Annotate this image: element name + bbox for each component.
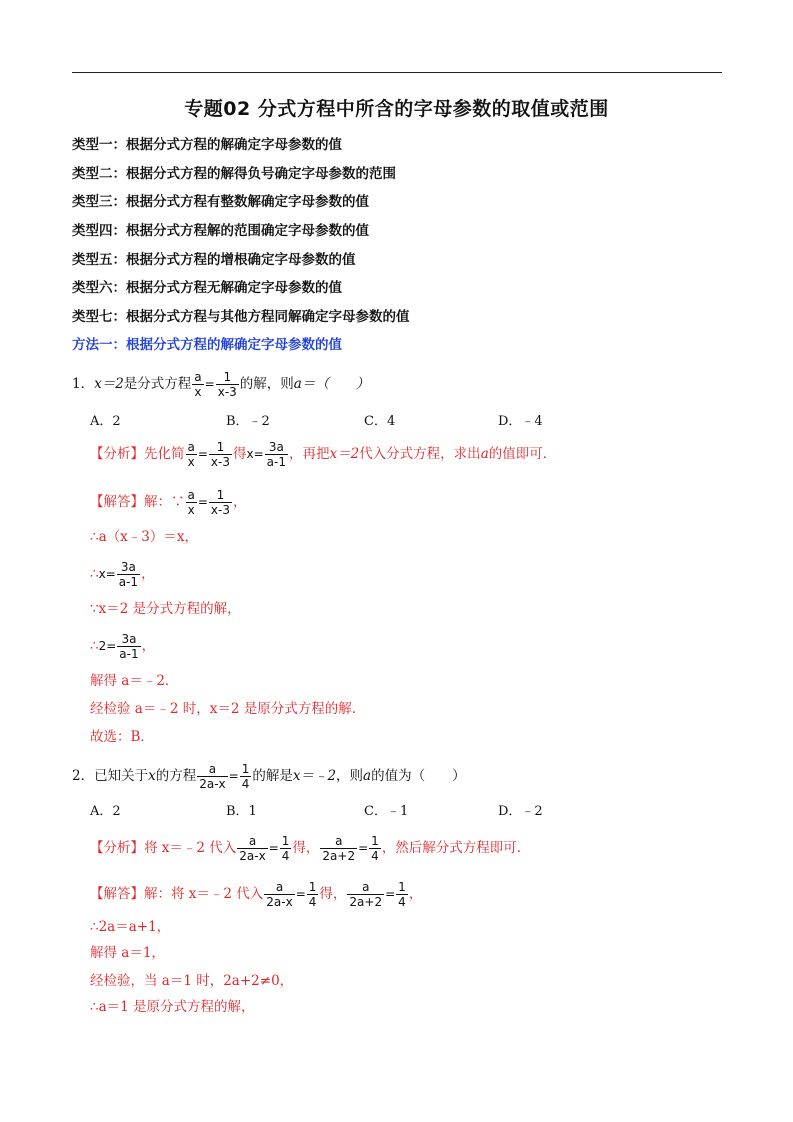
q1-step-5: 解得 a＝﹣2． <box>90 673 179 689</box>
q1-text: 是分式方程 <box>123 376 192 392</box>
numerator: 1 <box>241 762 250 776</box>
option-c[interactable]: C．4 <box>364 414 396 429</box>
q1-step-6: 经检验 a＝﹣2 时，x＝2 是原分式方程的解． <box>90 701 366 717</box>
numerator: 1 <box>308 880 317 894</box>
q1-text-post: 的解，则 <box>239 376 294 392</box>
solution-text: 解：∵ <box>144 494 185 510</box>
frac-a-over-2ax <box>264 880 294 909</box>
numerator: 1 <box>371 834 379 848</box>
analysis-tag: 【分析】 <box>90 446 144 462</box>
numerator: 1 <box>281 834 290 848</box>
option-b[interactable]: B．﹣2 <box>226 414 270 429</box>
question-number: 1． <box>72 376 95 392</box>
therefore-symbol: ∴ <box>90 566 99 582</box>
numerator: 1 <box>223 370 232 384</box>
numerator: a <box>362 880 370 894</box>
q2-analysis <box>90 834 530 863</box>
q1-step-3: ∵x＝2 是分式方程的解， <box>90 601 241 617</box>
frac-a-over-2a2 <box>320 834 357 863</box>
frac-a-over-x <box>186 488 197 517</box>
analysis-text: ，再把 <box>288 446 330 462</box>
frac-a-over-2ax <box>237 834 267 863</box>
solution-text: ， <box>141 566 155 582</box>
numerator: a <box>187 488 195 502</box>
type-item-5: 类型五：根据分式方程的增根确定字母参数的值 <box>72 252 356 268</box>
equals-sign: = <box>197 447 208 461</box>
q2-frac-left <box>197 762 227 791</box>
q1-frac-left <box>192 370 203 399</box>
analysis-text: 的值即可． <box>488 446 557 462</box>
therefore-symbol: ∴ <box>90 638 99 654</box>
question-text: 的解是 <box>252 768 293 784</box>
numerator: 3a <box>268 440 284 454</box>
denominator: 4 <box>308 895 317 909</box>
numerator: 3a <box>120 560 136 574</box>
analysis-text: 得， <box>292 840 320 856</box>
method-heading: 方法一：根据分式方程的解确定字母参数的值 <box>72 337 342 353</box>
denominator: x-3 <box>210 503 230 517</box>
analysis-text: x＝2 <box>329 446 360 462</box>
option-b[interactable]: B．1 <box>226 804 257 819</box>
option-a[interactable]: A．2 <box>90 414 121 429</box>
math-expr: 2= <box>98 639 117 653</box>
math-x: x= <box>98 567 116 581</box>
solution-text: ， <box>141 638 156 654</box>
question-1 <box>72 370 369 399</box>
denominator: 2a-x <box>239 849 266 863</box>
numerator: a <box>187 440 195 454</box>
question-text: 的值为（ ） <box>371 768 466 784</box>
question-text: a <box>363 768 372 784</box>
denominator: 4 <box>371 849 379 863</box>
denominator: x-3 <box>210 455 230 469</box>
frac-a-over-x <box>186 440 197 469</box>
q2-solution <box>90 880 422 909</box>
numerator: a <box>194 370 202 384</box>
denominator: 2a-x <box>199 777 226 791</box>
equals-sign: = <box>228 769 239 783</box>
equals-sign: = <box>358 841 369 855</box>
frac-a-over-2a2 <box>347 880 384 909</box>
q2-step-2: 解得 a＝1， <box>90 945 165 961</box>
q1-ask: a＝（ ） <box>293 376 370 392</box>
solution-text: 得， <box>319 886 347 902</box>
page-title: 专题02 分式方程中所含的字母参数的取值或范围 <box>184 98 609 120</box>
denominator: a-1 <box>266 455 286 469</box>
denominator: x-3 <box>217 385 237 399</box>
equals-sign: = <box>197 495 208 509</box>
q1-step-4 <box>90 632 155 661</box>
analysis-text: a <box>480 446 489 462</box>
q1-solution <box>90 488 247 517</box>
type-item-2: 类型二：根据分式方程的解得负号确定字母参数的范围 <box>72 166 396 182</box>
question-text: 的方程 <box>155 768 197 784</box>
frac-3a-over-a1 <box>117 632 140 661</box>
numerator: a <box>275 880 284 894</box>
frac-1-over-4 <box>307 880 319 909</box>
analysis-text: 先化简 <box>144 446 185 462</box>
q1-step-7: 故选：B． <box>90 729 154 745</box>
analysis-text: ，然后解分式方程即可． <box>381 840 531 856</box>
numerator: 1 <box>216 440 225 454</box>
option-d[interactable]: D．﹣4 <box>498 414 543 429</box>
question-text: x＝﹣2 <box>292 768 337 784</box>
equals-sign: = <box>268 841 279 855</box>
denominator: x <box>186 454 197 469</box>
question-text: ，则 <box>336 768 364 784</box>
denominator: 4 <box>398 895 406 909</box>
equals-sign: = <box>295 887 306 901</box>
numerator: a <box>208 762 217 776</box>
frac-1-over-4 <box>369 834 381 863</box>
question-text: x <box>148 768 156 784</box>
q2-step-3: 经检验，当 a＝1 时，2a+2≠0， <box>90 973 294 989</box>
numerator: 1 <box>398 880 406 894</box>
type-item-7: 类型七：根据分式方程与其他方程同解确定字母参数的值 <box>72 309 410 325</box>
q1-condition: x＝2 <box>94 376 124 392</box>
q1-frac-right <box>216 370 239 399</box>
denominator: 4 <box>241 777 250 791</box>
frac-3a-over-a1 <box>265 440 288 469</box>
option-a[interactable]: A．2 <box>90 804 121 819</box>
denominator: 2a+2 <box>322 849 356 863</box>
q2-step-1: ∴2a＝a+1， <box>90 919 171 935</box>
math-x: x= <box>246 447 264 461</box>
denominator: 2a-x <box>266 895 293 909</box>
solution-text: 解：将 x＝﹣2 代入 <box>144 886 264 902</box>
denominator: a-1 <box>119 647 139 661</box>
denominator: 2a+2 <box>349 895 383 909</box>
header-rule <box>72 72 722 73</box>
denominator: a-1 <box>118 575 139 589</box>
type-item-6: 类型六：根据分式方程无解确定字母参数的值 <box>72 280 342 296</box>
q1-analysis <box>90 440 556 469</box>
numerator: a <box>248 834 257 848</box>
denominator: x <box>192 384 203 399</box>
solution-text: ， <box>408 886 423 902</box>
q2-step-4: ∴a＝1 是原分式方程的解， <box>90 999 255 1015</box>
option-c[interactable]: C．﹣1 <box>364 804 409 819</box>
solution-tag: 【解答】 <box>90 494 144 510</box>
frac-3a-over-a1 <box>117 560 140 589</box>
denominator: x <box>186 502 197 517</box>
analysis-text: 将 x＝﹣2 代入 <box>144 840 237 856</box>
type-item-4: 类型四：根据分式方程解的范围确定字母参数的值 <box>72 223 369 239</box>
q2-frac-right <box>240 762 252 791</box>
frac-1-over-x3 <box>209 488 232 517</box>
q1-step-1: ∴a（x﹣3）＝x， <box>90 529 198 545</box>
analysis-tag: 【分析】 <box>90 840 144 856</box>
equals-sign: = <box>204 377 215 391</box>
q1-step-2 <box>90 560 155 589</box>
equals-sign: = <box>385 887 396 901</box>
question-text: 2．已知关于 <box>72 768 149 784</box>
frac-1-over-x3 <box>209 440 232 469</box>
type-item-3: 类型三：根据分式方程有整数解确定字母参数的值 <box>72 194 369 210</box>
type-item-1: 类型一：根据分式方程的解确定字母参数的值 <box>72 137 342 153</box>
option-d[interactable]: D．﹣2 <box>498 804 543 819</box>
frac-1-over-4 <box>280 834 292 863</box>
analysis-text: 得 <box>233 446 247 462</box>
numerator: 1 <box>216 488 225 502</box>
numerator: a <box>335 834 343 848</box>
analysis-text: 代入分式方程，求出 <box>359 446 481 462</box>
denominator: 4 <box>281 849 290 863</box>
question-2 <box>72 762 466 791</box>
solution-tag: 【解答】 <box>90 886 144 902</box>
solution-text: ， <box>233 494 247 510</box>
frac-1-over-4 <box>396 880 408 909</box>
numerator: 3a <box>121 632 137 646</box>
